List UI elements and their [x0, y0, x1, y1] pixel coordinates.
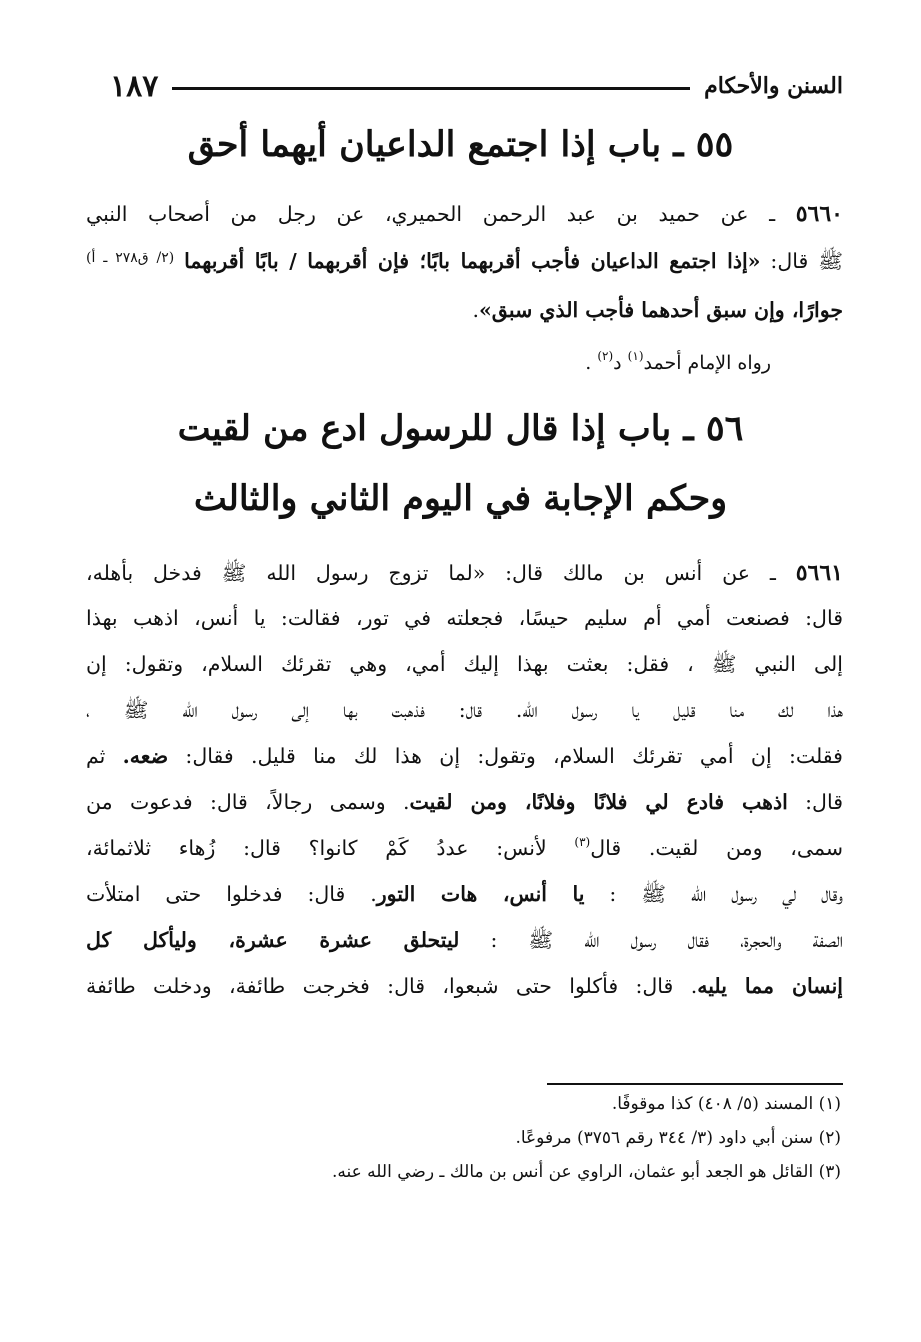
hadith-5661	[86, 562, 843, 1032]
hadith-5661-line-2: قال: فصنعت أمي أم سليم حيسًا، فجعلته في تور، فقالت: يا أنس، اذهب بهذا	[86, 606, 843, 630]
hadith-5661-line-1: ٥٦٦١ ـ عن أنس بن مالك قال: «لما تزوج رسول الله ﷺ فدخل بأهله،	[86, 560, 843, 586]
chapter-55-heading: ٥٥ ـ باب إذا اجتمع الداعيان أيهما أحق	[187, 124, 734, 165]
footnote-marker: (١)	[627, 349, 644, 363]
hadith-number: ٥٦٦٠	[795, 201, 843, 227]
hadith-5660-line-2: ﷺ قال: «إذا اجتمع الداعيان فأجب أقربهما بابًا؛ فإن أقربهما / بابًا أقربهما $^{(٢/ ق٢٧٨ ـ أ)}$	[86, 249, 843, 273]
hadith-5660-line-1: ٥٦٦٠ ـ عن حميد بن عبد الرحمن الحميري، عن رجل من أصحاب النبي	[86, 201, 843, 227]
footnotes	[86, 1094, 841, 1196]
footnote-1: (١) المسند (٥/ ٤٠٨) كذا موقوفًا.	[611, 1094, 841, 1114]
hadith-5661-line-10: إنسان مما يليه. قال: فأكلوا حتى شبعوا، قال: فخرجت طائفة، ودخلت طائفة	[86, 974, 843, 998]
hadith-5661-line-5: فقلت: إن أمي تقرئك السلام، وتقول: إن هذا لك منا قليل. فقال: ضعه. ثم	[86, 744, 843, 768]
running-header	[110, 66, 843, 106]
footnote-3: (٣) القائل هو الجعد أبو عثمان، الراوي عن أنس بن مالك ـ رضي الله عنه.	[331, 1162, 841, 1182]
hadith-5660-line-3: جوارًا، وإن سبق أحدهما فأجب الذي سبق».	[472, 298, 843, 322]
hadith-5661-line-9: الصفة والحجرة، فقال رسول الله ﷺ : ليتحلق عشرة عشرة، وليأكل كل	[86, 928, 843, 952]
footnote-2: (٢) سنن أبي داود (٣/ ٣٤٤ رقم ٣٧٥٦) مرفوعًا.	[515, 1128, 841, 1148]
hadith-5660	[86, 203, 843, 343]
page-number: ١٨٧	[110, 68, 159, 104]
hadith-5661-line-8: وقال لي رسول الله ﷺ : يا أنس، هات التور. قال: فدخلوا حتى امتلأت	[86, 882, 843, 906]
hadith-number: ٥٦٦١	[795, 560, 843, 586]
header-rule	[172, 87, 690, 90]
chapter-56-heading-line-2: وحكم الإجابة في اليوم الثاني والثالث	[193, 478, 728, 519]
manuscript-folio-ref: (٢/ ق٢٧٨ ـ أ)	[86, 250, 175, 266]
hadith-5661-line-6: قال: اذهب فادع لي فلانًا وفلانًا، ومن لقيت. وسمى رجالاً، قال: فدعوت من	[86, 790, 843, 814]
hadith-5661-line-7: سمى، ومن لقيت. قال$^{(٣)}$ لأنس: عددُ كَمْ كانوا؟ قال: زُهاء ثلاثمائة،	[86, 835, 844, 860]
footnote-rule	[547, 1083, 843, 1085]
book-title: السنن والأحكام	[704, 73, 843, 99]
footnote-marker: (٢)	[597, 349, 614, 363]
hadith-5661-line-4: هذا لك منا قليل يا رسول الله. قال: فذهبت بها إلى رسول الله ﷺ ،	[86, 698, 843, 722]
narration-source: رواه الإمام أحمد$^{(١)}$ د$^{(٢)}$ .	[585, 349, 771, 374]
footnote-marker: (٣)	[574, 835, 591, 849]
chapter-56-heading-line-1: ٥٦ ـ باب إذا قال للرسول ادع من لقيت	[177, 408, 744, 449]
hadith-5661-line-3: إلى النبي ﷺ ، فقل: بعثت بهذا إليك أمي، وهي تقرئك السلام، وتقول: إن	[86, 652, 843, 676]
